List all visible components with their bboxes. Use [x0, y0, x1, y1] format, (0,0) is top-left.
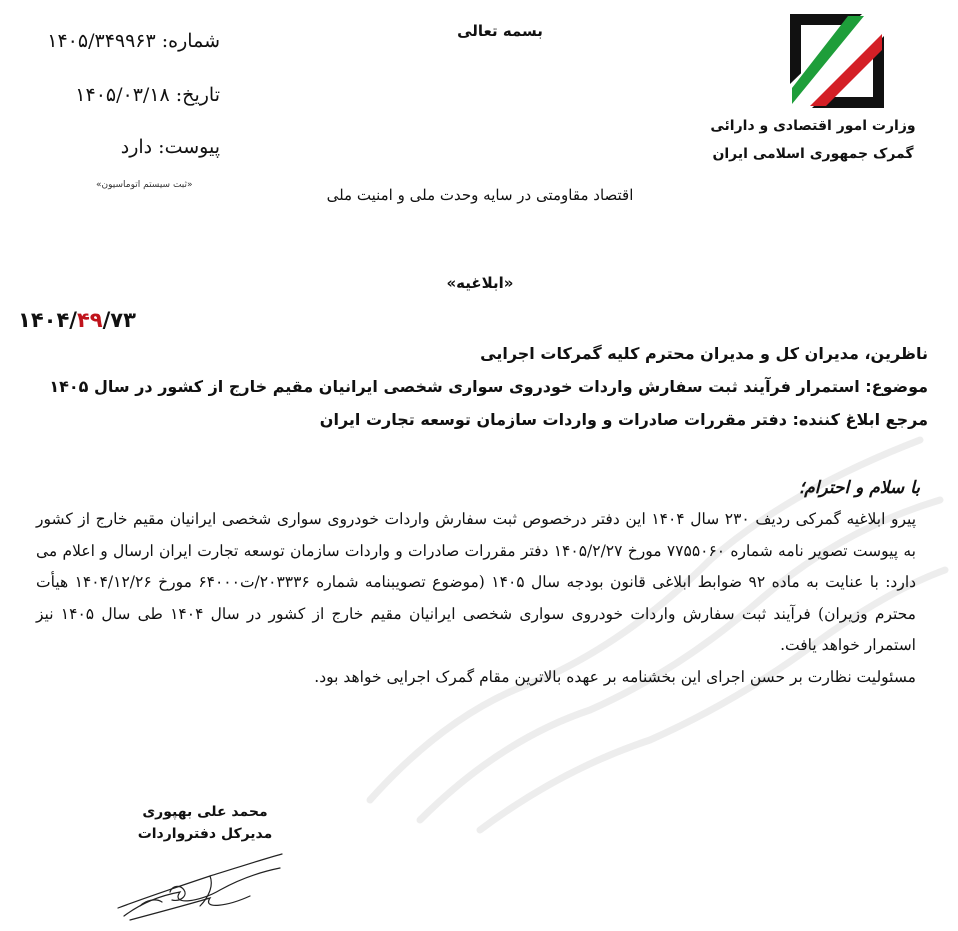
basmala: بسمه تعالی [457, 22, 543, 40]
ref-year: ۱۴۰۴/ [18, 308, 77, 332]
handwritten-signature [110, 846, 290, 926]
letter-date [20, 84, 220, 106]
system-note: «ثبت سیستم اتوماسیون» [96, 180, 193, 190]
customs-logo-icon [790, 14, 884, 108]
document-type: «ابلاغیه» [446, 274, 514, 292]
greeting: با سلام و احترام؛ [798, 478, 920, 498]
signatory-title: مدیرکل دفترواردات [137, 826, 273, 842]
body-paragraph: پیرو ابلاغیه گمرکی ردیف ۲۳۰ سال ۱۴۰۴ این دفتر درخصوص ثبت سفارش واردات خودروی سواری شخصی ایرانیان مقیم خارج از کشور به پیوست تصویر نامه شماره ۷۷۵۵۰۶۰ مورخ ۱۴۰۵/۲/۲۷ دفتر مقررات صادرات و واردات سازمان توسعه تجارت ایران ارسال و اعلام می دارد: با عنایت به ماده ۹۲ ضوابط ابلاغی قانون بودجه سال ۱۴۰۵ (موضوع تصویبنامه شماره ۲۰۳۳۳۶/ت۶۴۰۰۰ مورخ ۱۴۰۴/۱۲/۲۶ هیأت محترم وزیران) فرآیند ثبت سفارش واردات خودروی سواری شخصی ایرانیان مقیم خارج از کشور در سال ۱۴۰۴ طی سال ۱۴۰۵ نیز استمرار خواهد یافت. [36, 510, 917, 654]
ministry-name: وزارت امور اقتصادی و دارائی [710, 118, 916, 134]
recipients: ناظرین، مدیران کل و مدیران محترم کلیه گمرکات اجرایی [480, 344, 928, 363]
customs-name: گمرک جمهوری اسلامی ایران [712, 146, 914, 162]
body-paragraph: مسئولیت نظارت بر حسن اجرای این بخشنامه بر عهده بالاترین مقام گمرک اجرایی خواهد بود. [314, 667, 916, 686]
number-label: شماره: [161, 30, 220, 52]
letter-body [36, 504, 916, 693]
attachment-value: دارد [120, 136, 153, 158]
ref-suffix: /۷۳ [102, 308, 136, 332]
number-value: ۱۴۰۵/۳۴۹۹۶۳ [47, 30, 156, 52]
letter-attachment [20, 136, 220, 158]
date-label: تاریخ: [175, 84, 220, 106]
slogan: اقتصاد مقاومتی در سایه وحدت ملی و امنیت ملی [326, 186, 634, 204]
letter-number [20, 30, 220, 52]
issuing-authority: مرجع ابلاغ کننده: دفتر مقررات صادرات و واردات سازمان توسعه تجارت ایران [319, 410, 928, 429]
subject: موضوع: استمرار فرآیند ثبت سفارش واردات خودروی سواری شخصی ایرانیان مقیم خارج از کشور در سال ۱۴۰۵ [49, 377, 928, 396]
date-value: ۱۴۰۵/۰۳/۱۸ [75, 84, 170, 106]
notice-reference [18, 308, 136, 332]
signatory-name: محمد علی بهپوری [142, 804, 268, 820]
ref-number-red: ۴۹ [76, 308, 103, 332]
attachment-label: پیوست: [158, 136, 220, 158]
